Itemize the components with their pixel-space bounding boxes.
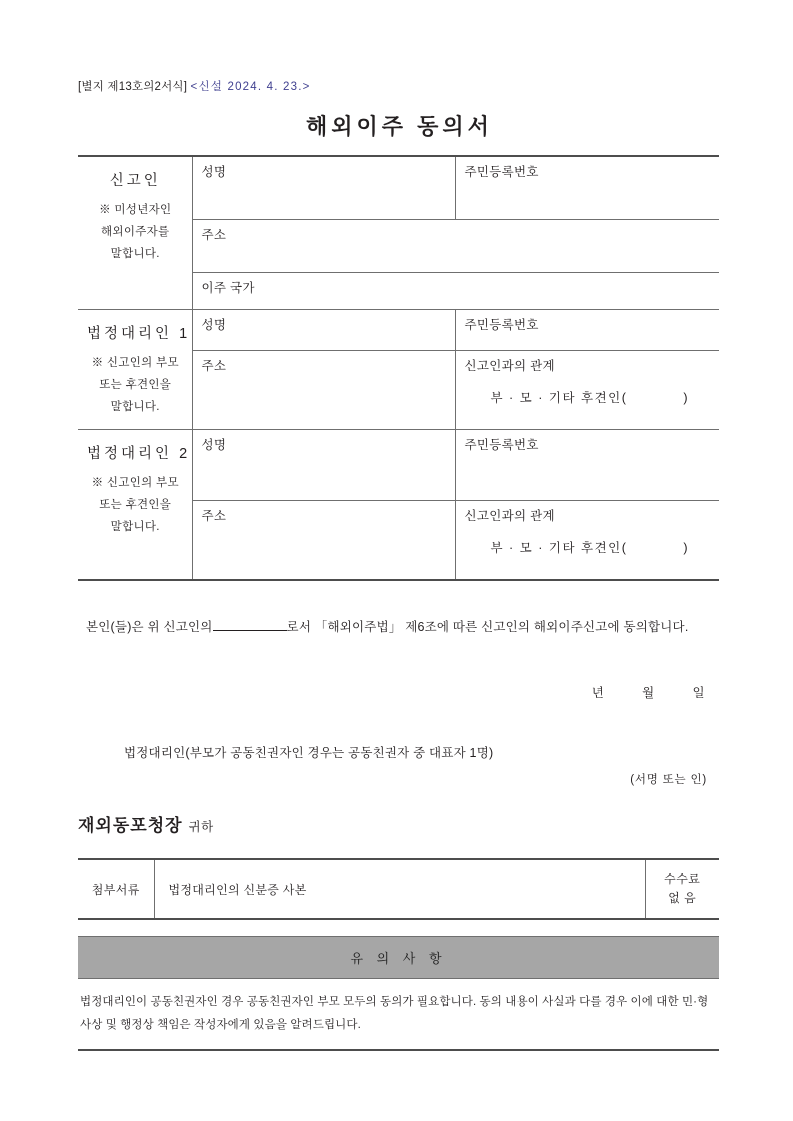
guardian1-relation-label: 신고인과의 관계 [464,359,555,373]
guardian2-relation-label: 신고인과의 관계 [464,509,555,523]
fee-value: 없 음 [668,891,697,906]
guardian2-note-2: 또는 후견인을 [99,498,172,511]
date-year: 년 [591,686,605,700]
addressee-line [78,811,721,836]
guardian2-address-label: 주소 [201,509,227,523]
statement-prefix: 본인(들)은 위 신고인의 [86,620,213,634]
guardian2-note-3: 말합니다. [110,520,160,533]
guardian1-note-1: ※ 신고인의 부모 [91,357,179,369]
guardian1-relation-options-text: 부 · 모 · 기타 후견인( [490,391,628,405]
applicant-table [78,155,719,581]
guardian2-name-label: 성명 [201,438,227,452]
statement-suffix: 로서 「해외이주법」 제6조에 따른 신고인의 해외이주신고에 동의합니다. [286,620,689,634]
fee-label: 수수료 [664,872,701,886]
guardian1-address-label: 주소 [201,359,227,373]
guardian2-relation-close: ) [683,541,688,555]
declarant-label: 신고인 [109,173,161,189]
guardian1-name-label: 성명 [201,318,227,332]
declarant-rrn-label: 주민등록번호 [464,165,539,179]
table-row [78,859,719,919]
attachment-label: 첨부서류 [78,859,154,919]
guardian1-relation-close: ) [683,391,688,405]
guardian2-relation-options [465,538,712,556]
table-row [78,430,719,501]
declarant-note-2: 해외이주자를 [101,225,170,238]
guardian1-note-2: 또는 후견인을 [99,378,172,391]
guardian1-relation-options [465,388,712,406]
guardian2-rrn-label: 주민등록번호 [464,438,539,452]
declarant-note-1: ※ 미성년자인 [99,204,172,216]
attachment-value: 법정대리인의 신분증 사본 [154,859,645,919]
attachment-table [78,858,719,920]
declarant-address-label: 주소 [201,228,227,242]
notice-body: 법정대리인이 공동친권자인 경우 공동친권자인 부모 모두의 동의가 필요합니다. 동의 내용이 사실과 다를 경우 이에 대한 민·형사상 및 행정상 책임은 작성자에게 있음을 알려드립니다. [78,979,719,1051]
signature-note: (서명 또는 인) [630,774,707,786]
form-code: [별지 제13호의2서식] [78,81,188,93]
declarant-country-label: 이주 국가 [201,281,255,295]
notice-heading: 유 의 사 항 [78,936,719,979]
date-line [78,683,721,701]
table-row [78,310,719,351]
relation-blank-field[interactable] [213,617,287,631]
addressee-name: 재외동포청장 [78,816,183,835]
guardian2-note-1: ※ 신고인의 부모 [91,477,179,489]
consent-statement [82,617,721,635]
date-day: 일 [692,686,705,700]
table-row [78,156,719,220]
fee-cell [645,859,719,919]
guardian2-label: 법정대리인 2 [87,446,191,462]
declarant-note-3: 말합니다. [110,247,160,260]
guardian1-note-3: 말합니다. [110,400,160,413]
form-code-line [78,78,721,94]
guardian2-relation-options-text: 부 · 모 · 기타 후견인( [490,541,628,555]
representative-line: 법정대리인(부모가 공동친권자인 경우는 공동친권자 중 대표자 1명) [124,746,494,760]
declarant-name-label: 성명 [201,165,227,179]
revision-stamp: <신설 2024. 4. 23.> [190,81,311,93]
guardian1-label: 법정대리인 1 [87,326,191,342]
addressee-suffix: 귀하 [188,820,214,834]
date-month: 월 [642,686,655,700]
guardian1-rrn-label: 주민등록번호 [464,318,539,332]
page-title: 해외이주 동의서 [306,114,493,139]
